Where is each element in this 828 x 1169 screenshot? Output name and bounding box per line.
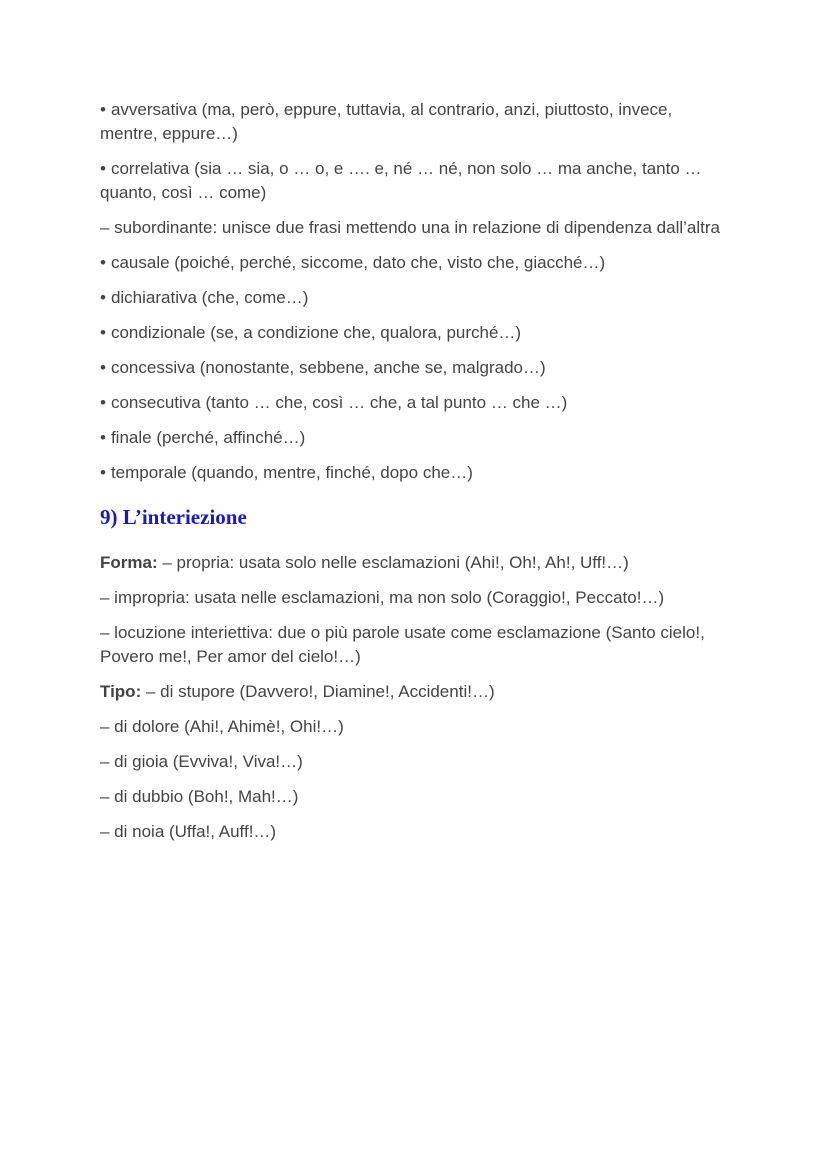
list-item (100, 391, 730, 415)
tipo-line: – di dolore (Ahi!, Ahimè!, Ohi!…) (100, 717, 344, 736)
list-item (100, 98, 730, 146)
section-heading: 9) L’interiezione (100, 505, 247, 529)
list-item-text: avversativa (ma, però, eppure, tuttavia, al contrario, anzi, piuttosto, invece, mentre, eppure…) (100, 100, 673, 143)
bullet-icon: • (100, 393, 106, 412)
document-body (100, 98, 730, 855)
bullet-icon: • (100, 358, 106, 377)
list-item-text: concessiva (nonostante, sebbene, anche se, malgrado…) (110, 358, 546, 377)
list-item-text: condizionale (se, a condizione che, qualora, purché…) (110, 323, 522, 342)
subordinante-paragraph: – subordinante: unisce due frasi mettendo una in relazione di dipendenza dall’altra (100, 218, 720, 237)
bullet-icon: • (100, 159, 106, 178)
list-item-text: finale (perché, affinché…) (110, 428, 306, 447)
list-item-text: causale (poiché, perché, siccome, dato che, visto che, giacché…) (110, 253, 606, 272)
bullet-icon: • (100, 463, 106, 482)
bullet-icon: • (100, 323, 106, 342)
list-item (100, 286, 730, 310)
list-item-text: dichiarativa (che, come…) (110, 288, 309, 307)
forma-paragraph (100, 551, 730, 575)
tipo-line: – di gioia (Evviva!, Viva!…) (100, 752, 303, 771)
bullet-icon: • (100, 253, 106, 272)
bullet-icon: • (100, 428, 106, 447)
list-item-text: temporale (quando, mentre, finché, dopo che…) (110, 463, 473, 482)
forma-first-text: – propria: usata solo nelle esclamazioni (Ahi!, Oh!, Ah!, Uff!…) (157, 553, 629, 572)
list-item (100, 321, 730, 345)
list-item (100, 251, 730, 275)
tipo-first-text: – di stupore (Davvero!, Diamine!, Accidenti!…) (141, 682, 495, 701)
list-item (100, 157, 730, 205)
list-item (100, 461, 730, 485)
forma-label: Forma: (100, 553, 158, 572)
list-item-text: correlativa (sia … sia, o … o, e …. e, né … né, non solo … ma anche, tanto … quanto, così … come) (100, 159, 702, 202)
bullet-icon: • (100, 288, 106, 307)
forma-line: – impropria: usata nelle esclamazioni, ma non solo (Coraggio!, Peccato!…) (100, 588, 665, 607)
tipo-label: Tipo: (100, 682, 142, 701)
list-item (100, 426, 730, 450)
list-item (100, 356, 730, 380)
forma-line: – locuzione interiettiva: due o più parole usate come esclamazione (Santo cielo!, Povero me!, Per amor del cielo!…) (100, 623, 705, 666)
bullet-icon: • (100, 100, 106, 119)
tipo-paragraph (100, 680, 730, 704)
list-item-text: consecutiva (tanto … che, così … che, a tal punto … che …) (110, 393, 568, 412)
tipo-line: – di noia (Uffa!, Auff!…) (100, 822, 277, 841)
tipo-line: – di dubbio (Boh!, Mah!…) (100, 787, 299, 806)
